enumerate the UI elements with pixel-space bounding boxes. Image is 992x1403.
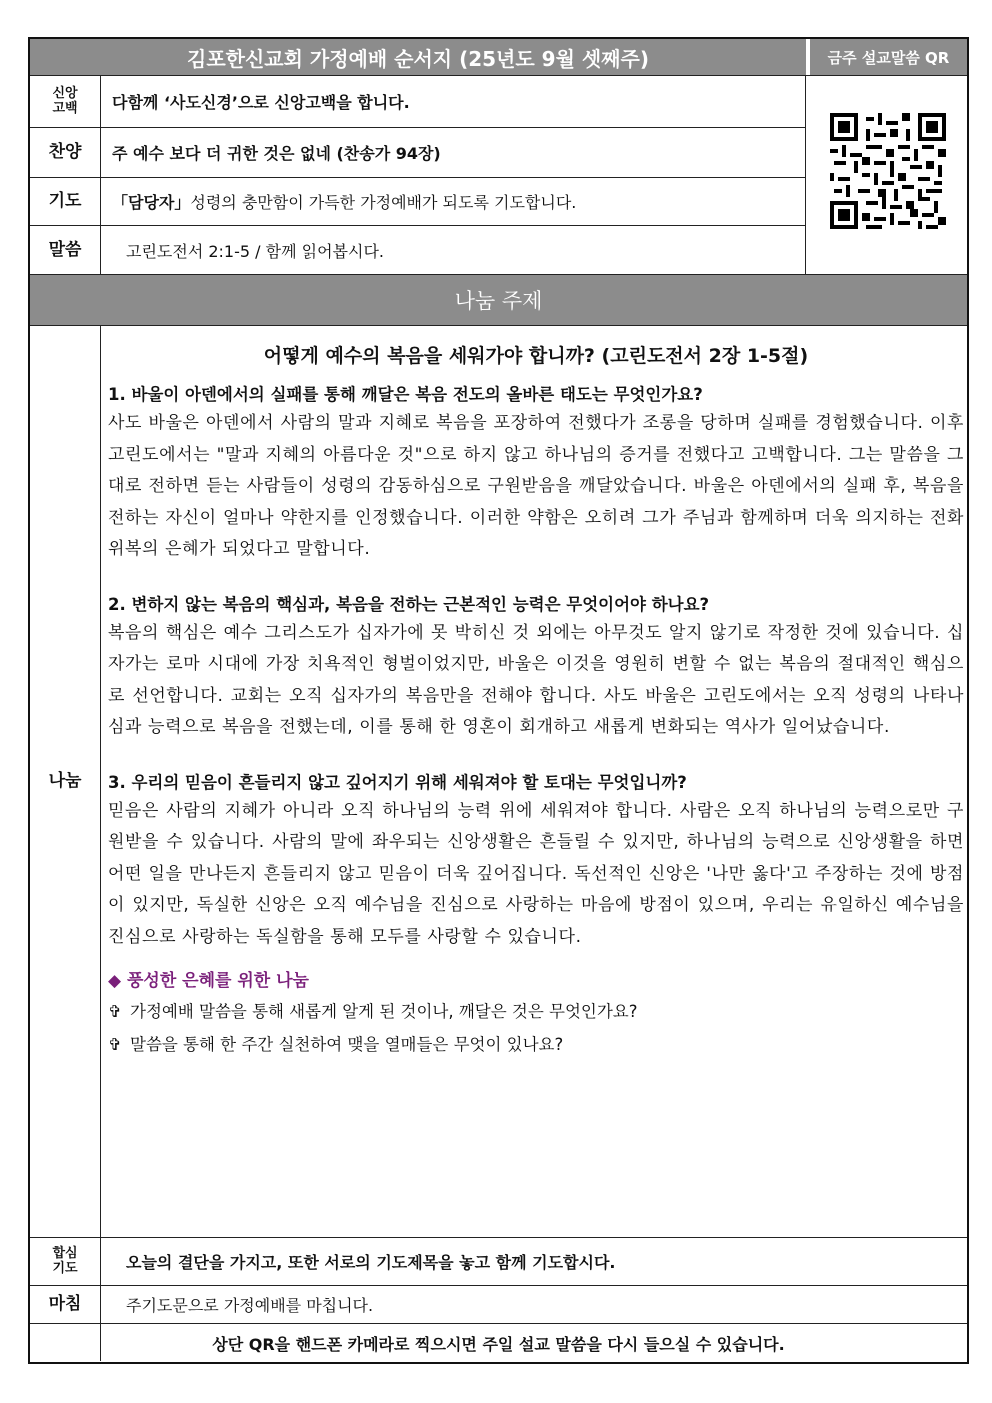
sharing-title: 어떻게 예수의 복음을 세워가야 합니까? (고린도전서 2장 1-5절) [263, 345, 809, 367]
row-text-confession: 다함께 ‘사도신경’으로 신앙고백을 합니다. [112, 93, 410, 112]
sharing-label: 나눔 [48, 771, 82, 792]
question-block-1 [108, 382, 964, 566]
row-label-unity-prayer: 합심 기도 [52, 1246, 78, 1276]
row-label-word: 말씀 [48, 239, 82, 260]
grace-item [108, 1028, 964, 1061]
qr-label-band [810, 39, 967, 75]
row-label-prayer: 기도 [48, 191, 82, 212]
row-label-hymn: 찬양 [48, 142, 82, 163]
row-text-prayer [112, 178, 802, 225]
sharing-topic-title: 나눔 주제 [454, 289, 543, 313]
grace-item-text: 가정예배 말씀을 통해 새롭게 알게 된 것이나, 깨달은 것은 무엇인가요? [130, 1002, 638, 1021]
worship-order-sheet [28, 37, 969, 1364]
grace-sharing-title: ◆ 풍성한 은혜를 위한 나눔 [108, 971, 309, 991]
row-text-unity-prayer: 오늘의 결단을 가지고, 또한 서로의 기도제목을 놓고 함께 기도합시다. [126, 1253, 616, 1272]
row-text-word: 고린도전서 2:1-5 / 함께 읽어봅시다. [126, 241, 384, 261]
question-block-2 [108, 592, 964, 744]
page-title: 김포한신교회 가정예배 순서지 (25년도 9월 셋째주) [187, 46, 649, 71]
header-title-band [30, 39, 806, 75]
answer-3: 믿음은 사람의 지혜가 아니라 오직 하나님의 능력 위에 세워져야 합니다. 사람은 오직 하나님의 능력으로만 구원받을 수 있습니다. 사람의 말에 좌우되는 신앙생활은 흔들릴 수 있지만, 하나님의 능력으로 신앙생활을 하면 어떤 일을 만나든지 흔들리지 않고 믿음이 더욱 깊어집니다. 독선적인 신앙은 '나만 옳다'고 주장하는 것에 방점이 있지만, 독실한 신앙은 오직 예수님을 진심으로 사랑하는 마음에 방점이 있으며, 우리는 유일하신 예수님을 진심으로 사랑하는 독실함을 통해 모두를 사랑할 수 있습니다. [108, 800, 964, 947]
footer-note [30, 1324, 967, 1362]
prayer-leader: 「담당자」 [112, 193, 191, 212]
cross-icon: ✞ [108, 1035, 122, 1054]
grace-item [108, 995, 964, 1028]
row-label-closing: 마침 [48, 1294, 82, 1315]
question-1: 1. 바울이 아덴에서의 실패를 통해 깨달은 복음 전도의 올바른 태도는 무엇인가요? [108, 385, 703, 404]
row-label-confession: 신앙 고백 [52, 86, 78, 116]
sharing-content [108, 329, 964, 1061]
row-text-hymn: 주 예수 보다 더 귀한 것은 없네 (찬송가 94장) [112, 144, 441, 163]
grace-item-text: 말씀을 통해 한 주간 실천하여 맺을 열매들은 무엇이 있나요? [130, 1035, 564, 1054]
question-block-3 [108, 770, 964, 954]
sermon-qr-code[interactable] [830, 113, 946, 229]
qr-label: 금주 설교말씀 QR [827, 48, 950, 67]
row-text-closing: 주기도문으로 가정예배를 마칩니다. [126, 1296, 374, 1315]
sharing-topic-band [30, 275, 967, 325]
cross-icon: ✞ [108, 1002, 122, 1021]
question-3: 3. 우리의 믿음이 흔들리지 않고 깊어지기 위해 세워져야 할 토대는 무엇입니까? [108, 772, 687, 792]
prayer-text: 성령의 충만함이 가득한 가정예배가 되도록 기도합니다. [190, 193, 577, 212]
footer-text: 상단 QR을 핸드폰 카메라로 찍으시면 주일 설교 말씀을 다시 들으실 수 있습니다. [212, 1334, 785, 1354]
answer-2: 복음의 핵심은 예수 그리스도가 십자가에 못 박히신 것 외에는 아무것도 알지 않기로 작정한 것에 있습니다. 십자가는 로마 시대에 가장 치욕적인 형벌이었지만, 바울은 이것을 영원히 변할 수 없는 복음의 절대적인 핵심으로 선언합니다. 교회는 오직 십자가의 복음만을 전해야 합니다. 사도 바울은 고린도에서는 오직 성령의 나타나심과 능력으로 복음을 전했는데, 이를 통해 한 영혼이 회개하고 새롭게 변화되는 역사가 일어났습니다. [108, 622, 964, 737]
answer-1: 사도 바울은 아덴에서 사람의 말과 지혜로 복음을 포장하여 전했다가 조롱을 당하며 실패를 경험했습니다. 이후 고린도에서는 "말과 지혜의 아름다운 것"으로 하지 않고 하나님의 증거를 전했다고 고백합니다. 그는 말씀을 그대로 전하면 듣는 사람들이 성령의 감동하심으로 구원받음을 깨달았습니다. 바울은 아덴에서의 실패 후, 복음을 전하는 자신이 얼마나 약한지를 인정했습니다. 이러한 약함은 오히려 그가 주님과 함께하며 더욱 의지하는 전화위복의 은혜가 되었다고 말합니다. [108, 413, 964, 559]
question-2: 2. 변하지 않는 복음의 핵심과, 복음을 전하는 근본적인 능력은 무엇이어야 하나요? [108, 594, 710, 614]
